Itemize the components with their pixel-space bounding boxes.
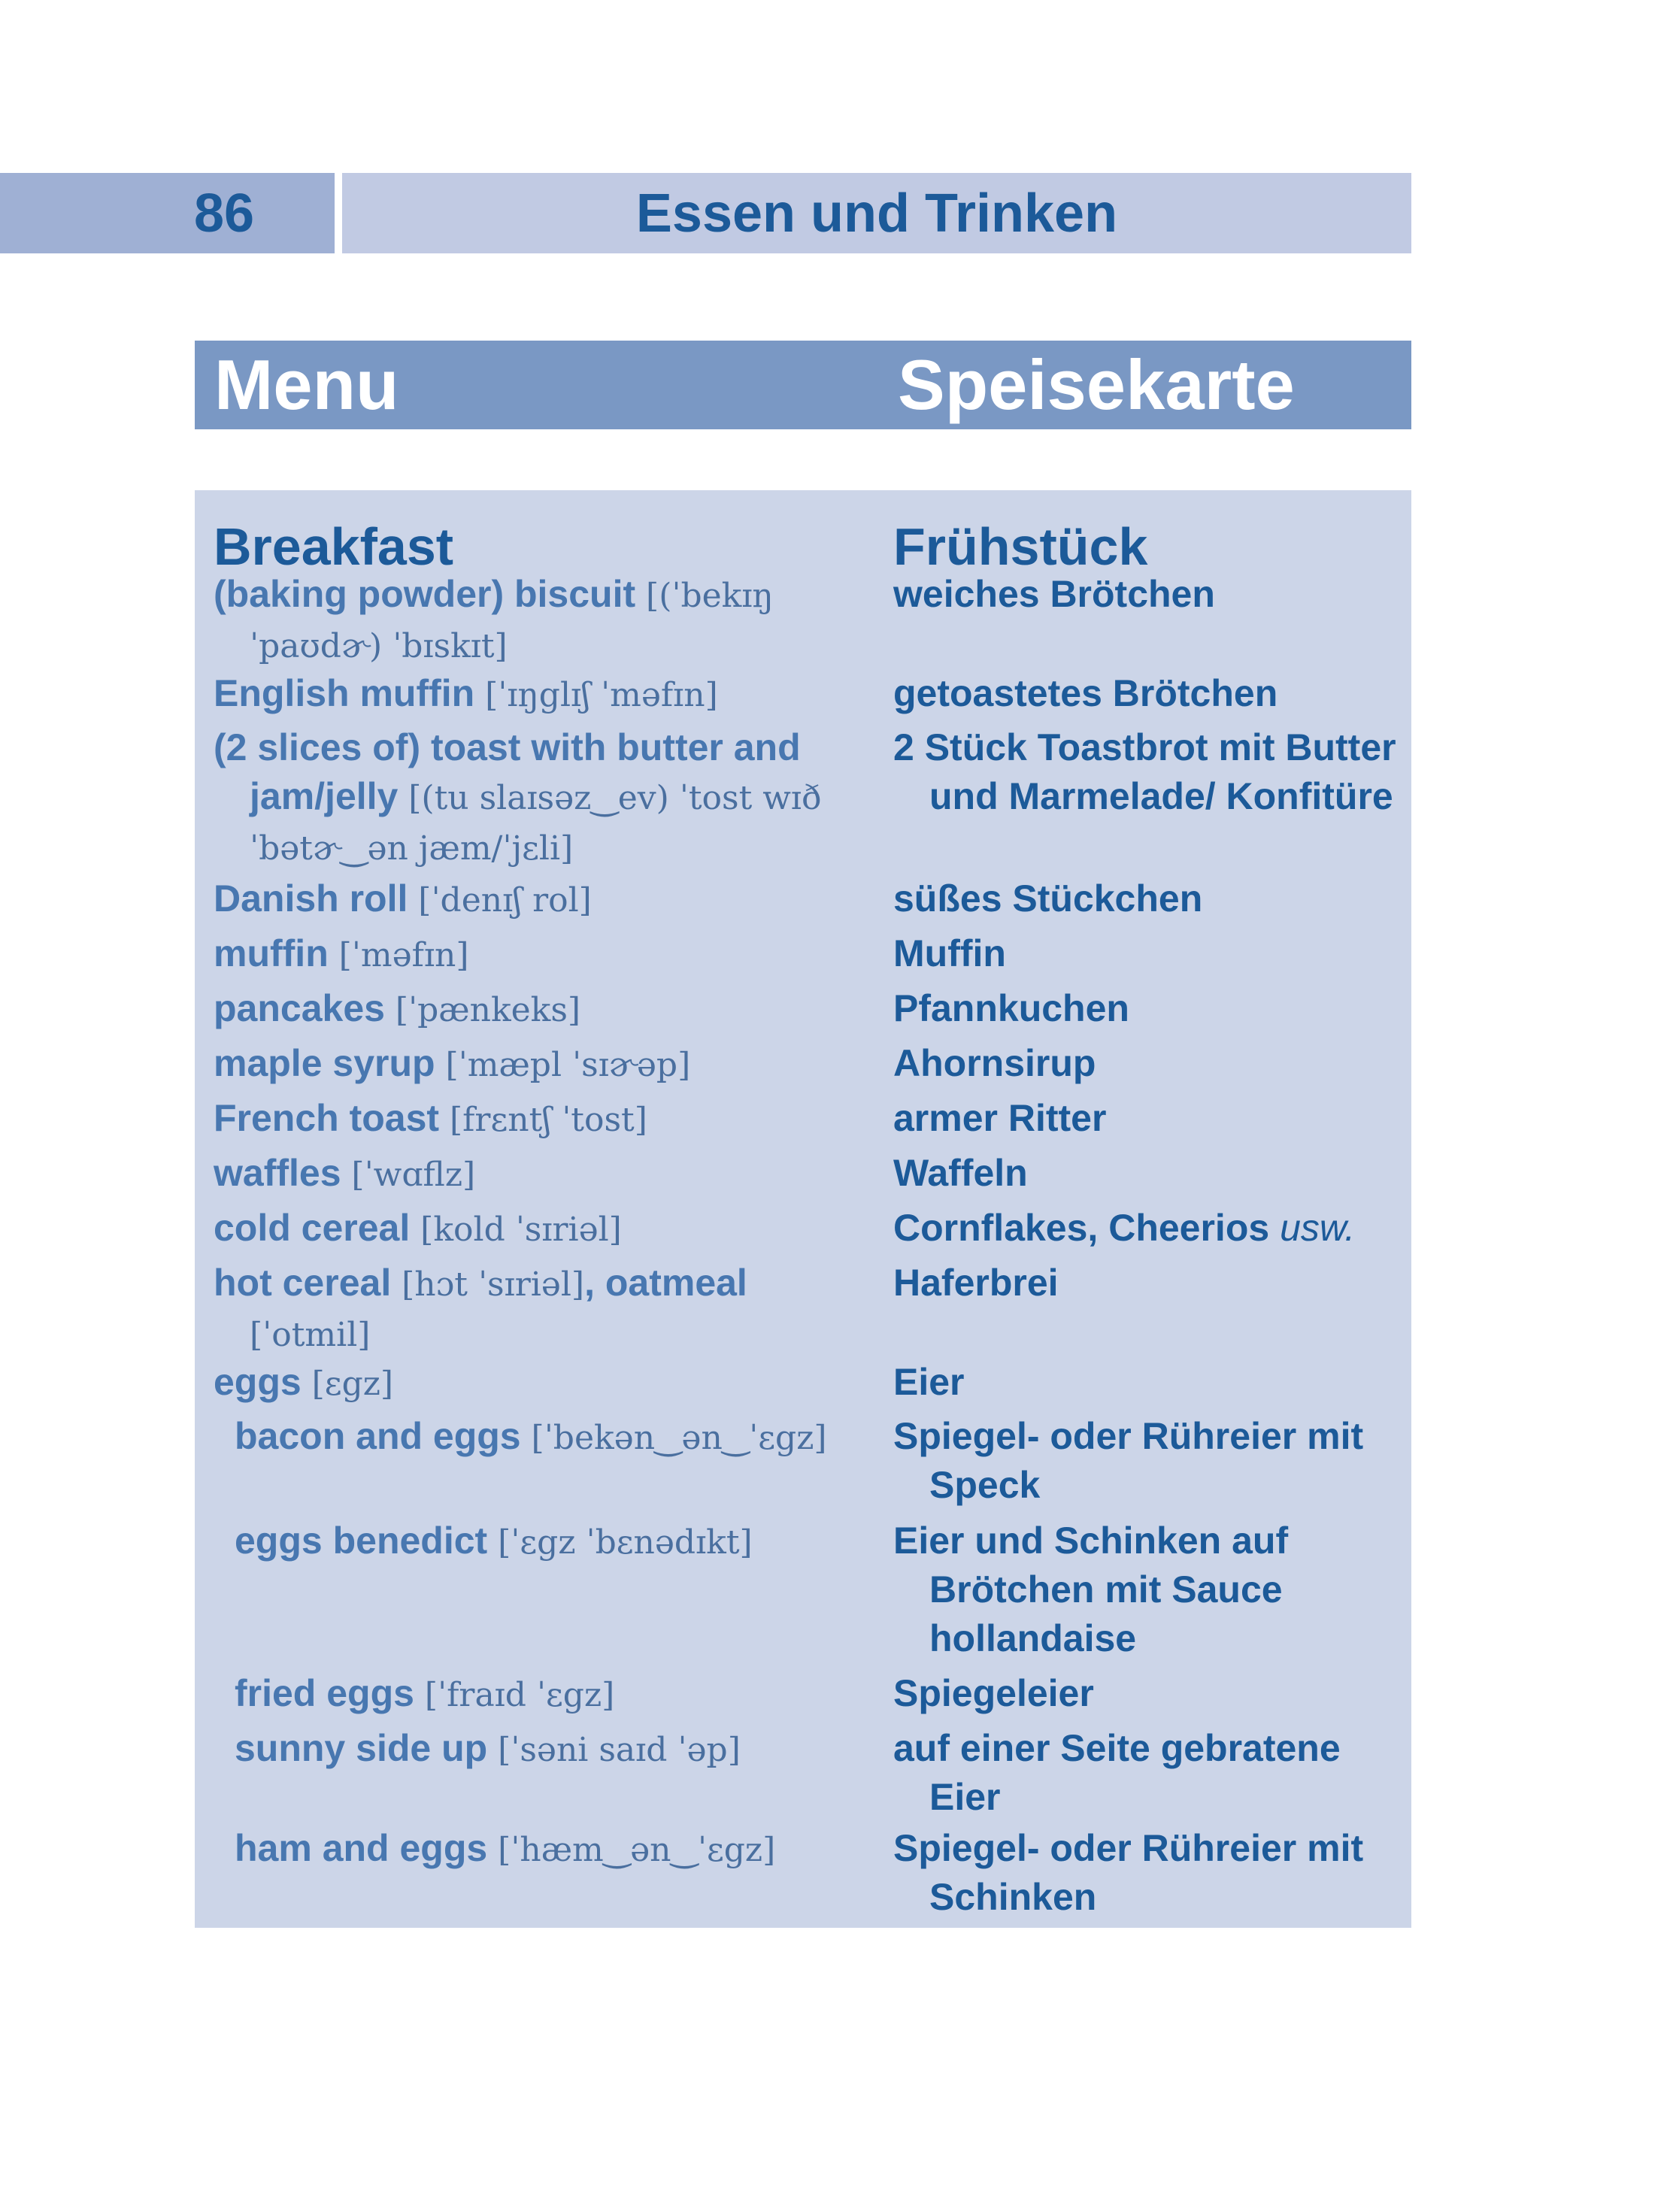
- entry-de: Pfannkuchen: [893, 987, 1129, 1029]
- banner-title-en: Menu: [214, 345, 399, 424]
- entry-de: Cornflakes, Cheerios usw.: [893, 1207, 1356, 1249]
- entry-en: muffin [ˈməfɪn]: [214, 932, 469, 974]
- entry-en: hot cereal [hɔt ˈsɪriəl], oatmeal [ˈotmil]: [214, 1262, 747, 1354]
- entry-en: French toast [frɛntʃ ˈtost]: [214, 1097, 647, 1139]
- banner-title-de: Speisekarte: [898, 345, 1295, 424]
- entry-en: maple syrup [ˈmæpl ˈsɪɚəp]: [214, 1042, 691, 1084]
- page-number: 86: [0, 173, 335, 253]
- entry-de: Spiegel- oder Rühreier mit Schinken: [893, 1827, 1364, 1918]
- entry-en: eggs [ɛgz]: [214, 1361, 394, 1403]
- entry-en: eggs benedict [ˈɛgz ˈbɛnədɪkt]: [235, 1520, 753, 1562]
- entry-de: auf einer Seite gebratene Eier: [893, 1727, 1341, 1818]
- entry-en: cold cereal [kold ˈsɪriəl]: [214, 1207, 622, 1249]
- entry-en: pancakes [ˈpænkeks]: [214, 987, 581, 1029]
- section-title-de: Frühstück: [893, 517, 1148, 576]
- entry-de: Eier und Schinken auf Brötchen mit Sauce hollandaise: [893, 1520, 1289, 1659]
- entry-en: ham and eggs [ˈhæm‿ən‿ˈɛgz]: [235, 1827, 776, 1869]
- entry-en: fried eggs [ˈfraɪd ˈɛgz]: [235, 1672, 615, 1714]
- entry-de: Ahornsirup: [893, 1042, 1096, 1084]
- entry-de: Waffeln: [893, 1152, 1028, 1194]
- entry-en: waffles [ˈwɑflz]: [214, 1152, 476, 1194]
- entry-de: Haferbrei: [893, 1262, 1059, 1304]
- menu-banner: [195, 341, 1411, 429]
- section-title-en: Breakfast: [214, 517, 454, 576]
- entry-en: sunny side up [ˈsəni saɪd ˈəp]: [235, 1727, 741, 1769]
- chapter-title: Essen und Trinken: [342, 173, 1411, 253]
- entry-de: Muffin: [893, 932, 1006, 974]
- entry-de: süßes Stückchen: [893, 877, 1203, 920]
- entry-de: Spiegel- oder Rühreier mit Speck: [893, 1415, 1364, 1506]
- entry-en: Danish roll [ˈdenɪʃ rol]: [214, 877, 592, 920]
- entry-en: (2 slices of) toast with butter and jam/jelly [(tu slaɪsəz‿ev) ˈtost wɪð ˈbətɚ‿ən jæm/ˈjɛli]: [214, 726, 822, 868]
- entry-de: Eier: [893, 1361, 965, 1403]
- entry-de: 2 Stück Toastbrot mit Butter und Marmelade/ Konfitüre: [893, 726, 1396, 817]
- entry-de: armer Ritter: [893, 1097, 1107, 1139]
- entry-en: bacon and eggs [ˈbekən‿ən‿ˈɛgz]: [235, 1415, 827, 1457]
- entry-de: weiches Brötchen: [893, 573, 1215, 615]
- entry-de: Spiegeleier: [893, 1672, 1094, 1714]
- entry-en: English muffin [ˈɪŋglɪʃ ˈməfɪn]: [214, 672, 718, 714]
- entry-de: getoastetes Brötchen: [893, 672, 1278, 714]
- entry-en: (baking powder) biscuit [(ˈbekɪŋ ˈpaʊdɚ) ˈbɪskɪt]: [214, 573, 774, 665]
